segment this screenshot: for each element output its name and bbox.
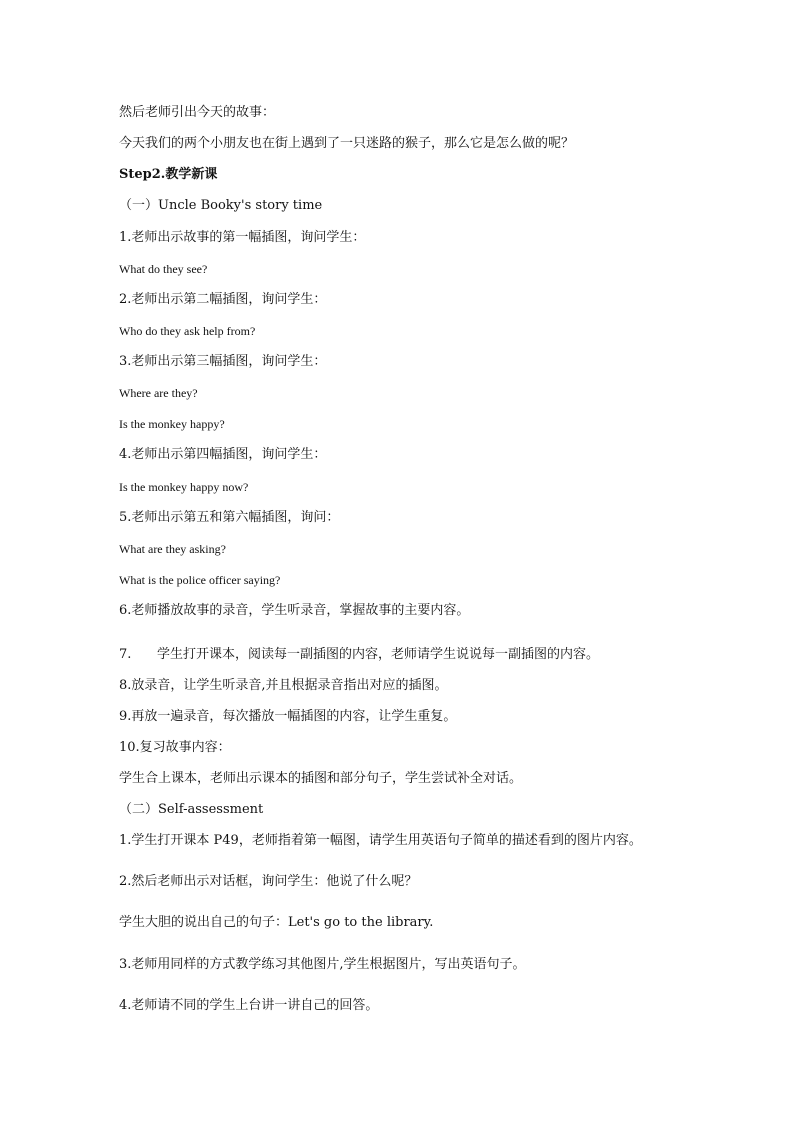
question-line: What do they see? bbox=[119, 262, 208, 276]
text-line: 9.再放一遍录音，每次播放一幅插图的内容，让学生重复。 bbox=[119, 709, 457, 724]
text-line: 4.老师请不同的学生上台讲一讲自己的回答。 bbox=[119, 998, 379, 1013]
question-line: Who do they ask help from? bbox=[119, 324, 256, 338]
text-line: 1.学生打开课本 P49，老师指着第一幅图，请学生用英语句子简单的描述看到的图片内容。 bbox=[119, 833, 642, 848]
text-line: 然后老师引出今天的故事： bbox=[119, 105, 276, 120]
text-line: 6.老师播放故事的录音，学生听录音，掌握故事的主要内容。 bbox=[119, 603, 470, 618]
text-line: 学生大胆的说出自己的句子：Let's go to the library. bbox=[119, 915, 434, 930]
text-line: 1.老师出示故事的第一幅插图，询问学生： bbox=[119, 230, 366, 245]
question-line: Is the monkey happy now? bbox=[119, 480, 249, 494]
text-line: 3.老师用同样的方式教学练习其他图片,学生根据图片，写出英语句子。 bbox=[119, 957, 526, 972]
text-line: 10.复习故事内容： bbox=[119, 740, 231, 755]
question-line: What is the police officer saying? bbox=[119, 573, 281, 587]
text-line: 2.老师出示第二幅插图，询问学生： bbox=[119, 292, 327, 307]
text-line bbox=[119, 646, 599, 664]
text-line: 5.老师出示第五和第六幅插图，询问： bbox=[119, 510, 340, 525]
text-line: 今天我们的两个小朋友也在街上遇到了一只迷路的猴子，那么它是怎么做的呢？ bbox=[119, 136, 575, 151]
text-line: 2.然后老师出示对话框，询问学生：他说了什么呢？ bbox=[119, 874, 418, 889]
text-line: 3.老师出示第三幅插图，询问学生： bbox=[119, 354, 327, 369]
text-line: 4.老师出示第四幅插图，询问学生： bbox=[119, 447, 327, 462]
list-number: 7. bbox=[119, 647, 132, 662]
text-line: 学生合上课本，老师出示课本的插图和部分句子，学生尝试补全对话。 bbox=[119, 771, 523, 786]
subsection-heading: （一）Uncle Booky's story time bbox=[119, 198, 323, 213]
question-line: Where are they? bbox=[119, 386, 198, 400]
subsection-heading: （二）Self-assessment bbox=[119, 802, 264, 817]
list-text: 学生打开课本，阅读每一副插图的内容，老师请学生说说每一副插图的内容。 bbox=[157, 647, 600, 662]
question-line: Is the monkey happy? bbox=[119, 417, 225, 431]
section-heading: Step2.教学新课 bbox=[119, 167, 218, 182]
text-line: 8.放录音，让学生听录音,并且根据录音指出对应的插图。 bbox=[119, 678, 448, 693]
question-line: What are they asking? bbox=[119, 542, 226, 556]
